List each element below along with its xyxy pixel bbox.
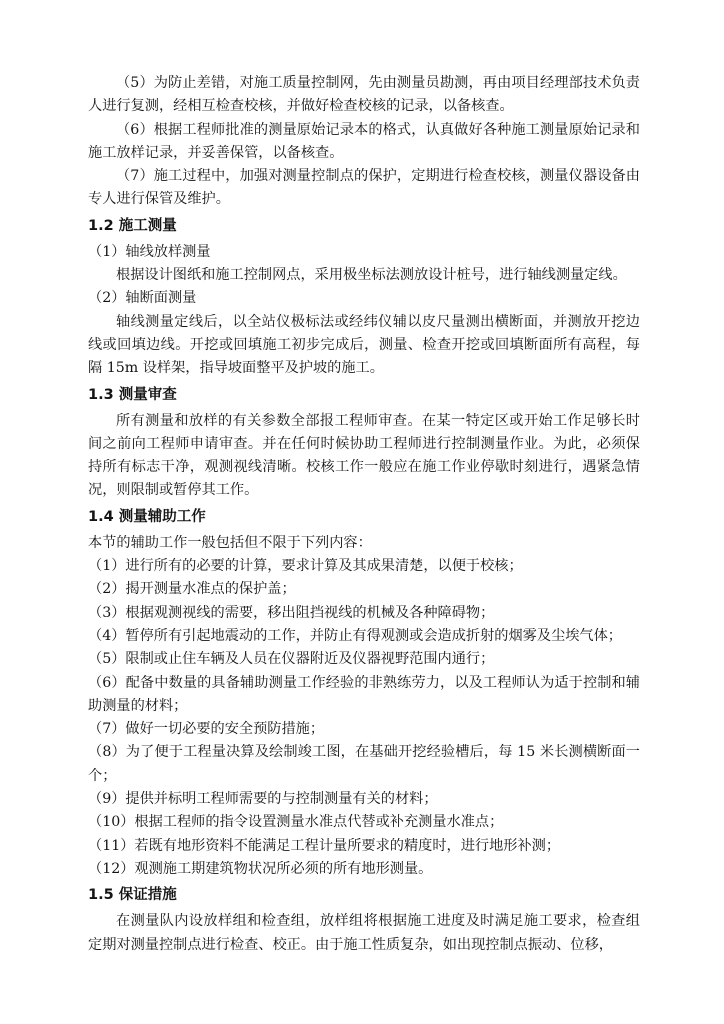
list-item: （3）根据观测视线的需要，移出阻挡视线的机械及各种障碍物； bbox=[88, 604, 495, 621]
paragraph-7: （7）施工过程中，加强对测量控制点的保护，定期进行检查校核，测量仪器设备由专人进行保管及维护。 bbox=[88, 168, 640, 208]
list-item: （12）观测施工期建筑物状况所必须的所有地形测量。 bbox=[88, 860, 433, 877]
item-title-1: （1）轴线放样测量 bbox=[88, 243, 211, 260]
list-item: （11）若既有地形资料不能满足工程计量所要求的精度时，进行地形补测； bbox=[88, 837, 561, 854]
list-item: （5）限制或止住车辆及人员在仪器附近及仪器视野范围内通行； bbox=[88, 651, 495, 668]
section-intro-1-4: 本节的辅助工作一般包括但不限于下列内容： bbox=[88, 534, 372, 551]
section-text-1-3: 所有测量和放样的有关参数全部报工程师审查。在某一特定区或开始工作足够长时间之前向工程师申请审查。并在任何时候协助工程师进行控制测量作业。为此，必须保持所有标志干净，观测视线清晰。校核工作一般应在施工作业停歇时刻进行，遇紧急情况，则限制或暂停其工作。 bbox=[88, 412, 640, 499]
list-item: （10）根据工程师的指令设置测量水准点代替或补充测量水准点； bbox=[88, 814, 504, 831]
list-item: （2）揭开测量水准点的保护盖； bbox=[88, 581, 296, 598]
list-item: （7）做好一切必要的安全预防措施； bbox=[88, 721, 325, 738]
list-item: （9）提供并标明工程师需要的与控制测量有关的材料； bbox=[88, 791, 438, 808]
section-heading-1-4: 1.4 测量辅助工作 bbox=[88, 508, 206, 525]
item-text-2: 轴线测量定线后，以全站仪极标法或经纬仪辅以皮尺量测出横断面，并测放开挖边线或回填边线。开挖或回填施工初步完成后，测量、检查开挖或回填断面所有高程，每隔 15m 设样架，指导坡面整平及护坡的施工。 bbox=[88, 313, 640, 377]
paragraph-6: （6）根据工程师批准的测量原始记录本的格式，认真做好各种施工测量原始记录和施工放样记录，并妥善保管，以备核查。 bbox=[88, 121, 640, 161]
item-text-1: 根据设计图纸和施工控制网点，采用极坐标法测放设计桩号，进行轴线测量定线。 bbox=[116, 267, 627, 284]
section-text-1-5: 在测量队内设放样组和检查组，放样组将根据施工进度及时满足施工要求，检查组定期对测量控制点进行检查、校正。由于施工性质复杂，如出现控制点振动、位移， bbox=[88, 913, 640, 953]
list-item: （4）暂停所有引起地震动的工作，并防止有得观测或会造成折射的烟雾及尘埃气体； bbox=[88, 627, 622, 644]
list-item: （6）配备中数量的具备辅助测量工作经验的非熟练劳力，以及工程师认为适于控制和辅助测量的材料； bbox=[88, 674, 640, 714]
section-heading-1-5: 1.5 保证措施 bbox=[88, 887, 177, 904]
item-title-2: （2）轴断面测量 bbox=[88, 290, 197, 307]
document-page bbox=[88, 72, 640, 957]
section-heading-1-3: 1.3 测量审查 bbox=[88, 386, 177, 403]
list-item: （1）进行所有的必要的计算，要求计算及其成果清楚，以便于校核； bbox=[88, 558, 523, 575]
section-heading-1-2: 1.2 施工测量 bbox=[88, 217, 177, 234]
list-item: （8）为了便于工程量决算及绘制竣工图，在基础开挖经验槽后，每 15 米长测横断面一个； bbox=[88, 744, 640, 784]
paragraph-5: （5）为防止差错，对施工质量控制网，先由测量员勘测，再由项目经理部技术负责人进行复测，经相互检查校核，并做好检查校核的记录，以备核查。 bbox=[88, 75, 640, 115]
